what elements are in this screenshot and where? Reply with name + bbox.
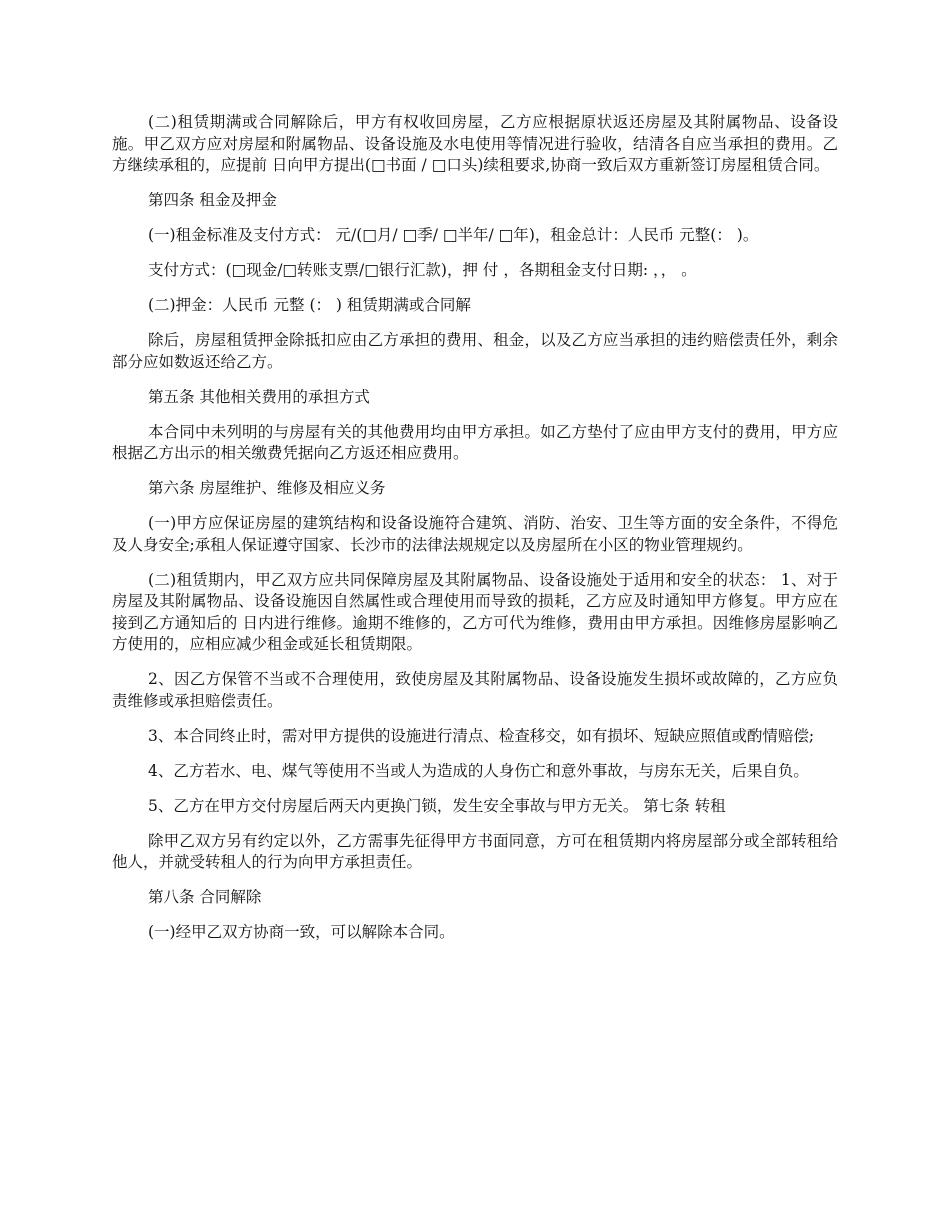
clause-2-renewal-paragraph: (二)租赁期满或合同解除后，甲方有权收回房屋，乙方应根据原状返还房屋及其附属物品、设备设施。甲乙双方应对房屋和附属物品、设备设施及水电使用等情况进行验收，结清各自应当承担的费用。乙方继续承租的，应提前 日向甲方提出(□书面 / □口头)续租要求,协商一致后双方重新签订房屋租赁合同。 [112,113,838,174]
lock-change-paragraph: 5、乙方在甲方交付房屋后两天内更换门锁，发生安全事故与甲方无关。 第七条 转租 [148,796,726,815]
damage-liability-paragraph: 2、因乙方保管不当或不合理使用，致使房屋及其附属物品、设备设施发生损坏或故障的，乙方应负责维修或承担赔偿责任。 [112,670,838,710]
article-4-heading: 第四条 租金及押金 [148,191,277,209]
mutual-termination-paragraph: (一)经甲乙双方协商一致，可以解除本合同。 [148,923,455,941]
other-fees-paragraph: 本合同中未列明的与房屋有关的其他费用均由甲方承担。如乙方垫付了应由甲方支付的费用，甲方应根据乙方出示的相关缴费凭据向乙方返还相应费用。 [112,422,838,462]
article-5-heading: 第五条 其他相关费用的承担方式 [148,387,370,406]
payment-method-paragraph: 支付方式：(□现金/□转账支票/□银行汇款)，押 付 ，各期租金支付日期: ，， 。 [148,261,697,279]
deposit-return-paragraph: 除后，房屋租赁押金除抵扣应由乙方承担的费用、租金，以及乙方应当承担的违约赔偿责任外，剩余部分应如数返还给乙方。 [112,331,838,371]
safety-obligation-paragraph: (一)甲方应保证房屋的建筑结构和设备设施符合建筑、消防、治安、卫生等方面的安全条件，不得危及人身安全;承租人保证遵守国家、长沙市的法律法规规定以及房屋所在小区的物业管理规约。 [112,514,838,554]
termination-handover-paragraph: 3、本合同终止时，需对甲方提供的设施进行清点、检查移交，如有损坏、短缺应照值或酌情赔偿; [148,726,815,745]
article-8-heading: 第八条 合同解除 [148,888,262,906]
maintenance-paragraph: (二)租赁期内，甲乙双方应共同保障房屋及其附属物品、设备设施处于适用和安全的状态： 1、对于房屋及其附属物品、设备设施因自然属性或合理使用而导致的损耗，乙方应及时通知甲方修复。甲方应在接到乙方通知后的 日内进行维修。逾期不维修的，乙方可代为维修，费用由甲方承担。因维修房屋影响乙方使用的，应相应减少租金或延长租赁期限。 [112,570,838,653]
document-page [112,112,838,957]
rent-standard-paragraph: (一)租金标准及支付方式： 元/(□月/ □季/ □半年/ □年)，租金总计：人民币 元整(： )。 [148,226,759,244]
article-6-heading: 第六条 房屋维护、维修及相应义务 [148,479,386,497]
deposit-paragraph: (二)押金：人民币 元整 (： ) 租赁期满或合同解 [148,296,471,314]
utility-accident-paragraph: 4、乙方若水、电、煤气等使用不当或人为造成的人身伤亡和意外事故，与房东无关，后果自负。 [148,761,809,780]
sublease-paragraph: 除甲乙双方另有约定以外，乙方需事先征得甲方书面同意，方可在租赁期内将房屋部分或全部转租给他人，并就受转租人的行为向甲方承担责任。 [112,831,838,871]
